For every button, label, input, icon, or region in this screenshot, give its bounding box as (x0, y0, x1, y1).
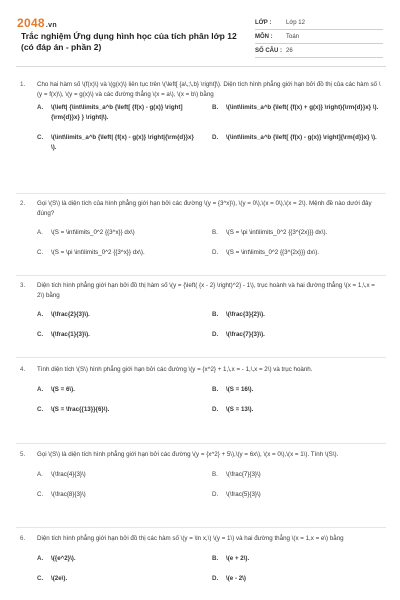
option-letter: B. (212, 385, 219, 393)
options (37, 103, 382, 161)
option-text: \(S = 6\). (51, 385, 75, 393)
question-divider (16, 275, 386, 276)
page-title: Trắc nghiệm Ứng dụng hình học của tích phân lớp 12 (có đáp án - phần 2) (21, 31, 237, 52)
meta-key: SỐ CÂU : (255, 47, 282, 54)
option-text: \(2e\). (51, 574, 68, 582)
option-a[interactable] (37, 385, 202, 395)
question-text: Diện tích hình phẳng giới hạn bởi đồ thị hàm số \(y = {\left( {x - 2} \right)^2} - 1\), trục hoành và hai đường thẳng \(x = 1,\,x = 2\) bằng (37, 282, 375, 299)
question-text: Tính diện tích \(S\) hình phẳng giới hạn bởi các đường \(y = {x^2} + 1,\,x = - 1,\,x = 2\) và trục hoành. (37, 366, 313, 373)
question-stem (20, 199, 382, 218)
option-text: \(S = \pi \int\limits_0^2 {{3^x}} dx\). (51, 249, 145, 257)
option-text: \(\frac{8}{3}\) (51, 490, 86, 498)
question-number: 5. (20, 451, 26, 458)
question-text: Diện tích hình phẳng giới hạn bởi đồ thị các hàm số \(y = \ln x,\) \(y = 1\) và hai đường thẳng \(x = 1,x = e\) bằng (37, 535, 344, 542)
question-divider (16, 193, 386, 194)
meta-value: Toán (286, 33, 300, 40)
question-divider (16, 357, 386, 358)
option-letter: C. (37, 331, 44, 339)
option-letter: B. (212, 554, 219, 562)
header-divider (16, 66, 386, 67)
question-number: 1. (20, 81, 26, 88)
option-a[interactable] (37, 554, 202, 564)
options (37, 304, 382, 346)
options (37, 464, 382, 506)
option-text: \(\frac{1}{3}\). (51, 331, 90, 339)
option-b[interactable] (212, 554, 382, 564)
option-text: \(\int\limits_a^b {\left| {f(x) - g(x)} \right|{\rm{d}}x} \). (51, 134, 194, 151)
option-text: \(S = \int\limits_0^2 {{3^x}} dx\) (51, 229, 135, 237)
question-number: 2. (20, 200, 26, 207)
option-text: \(e - 2\) (226, 574, 246, 582)
option-letter: A. (37, 311, 44, 319)
question-text: Gọi \(S\) là diện tích hình phẳng giới hạn bởi các đường \(y = {x^2} + 5\),\(y = 6x\), \(x = 0\),\(x = 1\). Tính \(S\). (37, 451, 339, 458)
option-text: \(\left| {\int\limits_a^b {\left[ {f(x) - g(x)} \right]{\rm{d}}x} } \right|\). (51, 104, 183, 121)
option-b[interactable] (212, 228, 382, 238)
meta-value: Lớp 12 (286, 19, 305, 26)
option-a[interactable] (37, 103, 197, 122)
option-a[interactable] (37, 470, 202, 480)
option-letter: C. (37, 249, 44, 257)
question-number: 3. (20, 282, 26, 289)
option-letter: C. (37, 490, 44, 498)
option-b[interactable] (212, 470, 382, 480)
option-letter: B. (212, 104, 219, 112)
option-d[interactable] (212, 133, 382, 143)
meta-row-subject (255, 30, 383, 44)
option-a[interactable] (37, 228, 202, 238)
options (37, 548, 382, 590)
option-text: \(\frac{4}{3}\) (51, 470, 86, 478)
question-number: 4. (20, 366, 26, 373)
option-text: \(\frac{3}{2}\). (226, 311, 265, 319)
option-text: \(S = \frac{{13}}{6}\). (51, 405, 110, 413)
option-d[interactable] (212, 248, 382, 258)
option-c[interactable] (37, 405, 202, 415)
question-2 (20, 199, 382, 264)
meta-key: LỚP : (255, 19, 272, 26)
option-text: \(e + 2\). (226, 554, 250, 562)
option-d[interactable] (212, 574, 382, 584)
option-d[interactable] (212, 490, 382, 500)
option-text: \(S = 16\). (226, 385, 254, 393)
option-b[interactable] (212, 103, 382, 113)
option-d[interactable] (212, 330, 382, 340)
option-letter: D. (212, 490, 219, 498)
option-text: \(S = \pi \int\limits_0^2 {{3^{2x}}} dx\). (226, 229, 328, 237)
option-text: \(\frac{7}{3}\) (226, 470, 261, 478)
question-stem (20, 281, 382, 300)
question-6 (20, 534, 382, 590)
question-stem (20, 80, 382, 99)
option-letter: C. (37, 405, 44, 413)
option-letter: D. (212, 249, 219, 257)
option-letter: B. (212, 311, 219, 319)
option-text: \(\int\limits_a^b {\left[ {f(x) - g(x)} \right]{\rm{d}}x} \). (226, 134, 377, 142)
question-number: 6. (20, 535, 26, 542)
option-letter: A. (37, 554, 44, 562)
option-c[interactable] (37, 330, 202, 340)
options (37, 222, 382, 264)
option-letter: D. (212, 331, 219, 339)
question-4 (20, 365, 382, 421)
site-logo[interactable] (17, 16, 57, 30)
option-text: \(\frac{5}{3}\) (226, 490, 261, 498)
logo-text: 2048 (17, 16, 45, 30)
option-text: \(S = \int\limits_0^2 {{3^{2x}}} dx\). (226, 249, 319, 257)
option-c[interactable] (37, 248, 202, 258)
option-c[interactable] (37, 133, 197, 152)
option-letter: D. (212, 574, 219, 582)
option-letter: A. (37, 104, 44, 112)
option-letter: A. (37, 385, 44, 393)
logo-suffix: .vn (45, 22, 57, 29)
option-b[interactable] (212, 310, 382, 320)
option-a[interactable] (37, 310, 202, 320)
options (37, 379, 382, 421)
option-letter: B. (212, 470, 218, 478)
question-stem (20, 450, 382, 460)
question-5 (20, 450, 382, 506)
option-c[interactable] (37, 574, 202, 584)
question-stem (20, 365, 382, 375)
option-letter: A. (37, 229, 43, 237)
option-text: \(\frac{2}{3}\). (51, 311, 90, 319)
meta-value: 26 (286, 47, 293, 54)
meta-key: MÔN : (255, 33, 273, 40)
option-letter: D. (212, 134, 219, 142)
option-letter: C. (37, 574, 44, 582)
option-letter: C. (37, 134, 44, 142)
meta-info-box (255, 16, 383, 58)
meta-row-count (255, 44, 383, 58)
option-letter: D. (212, 405, 219, 413)
option-c[interactable] (37, 490, 202, 500)
question-divider (16, 527, 386, 528)
option-b[interactable] (212, 385, 382, 395)
question-divider (16, 443, 386, 444)
question-3 (20, 281, 382, 346)
option-letter: B. (212, 229, 218, 237)
option-d[interactable] (212, 405, 382, 415)
option-text: \({e^2}\). (51, 554, 76, 562)
option-text: \(S = 13\). (226, 405, 254, 413)
question-1 (20, 80, 382, 161)
option-text: \(\frac{7}{3}\). (226, 331, 265, 339)
question-stem (20, 534, 382, 544)
question-text: Cho hai hàm số \(f(x)\) và \(g(x)\) liên tục trên \(\left[ {a\,;\,b} \right]\). Diện tích hình phẳng giới hạn bởi đồ thị của các hàm số \(y = f(x)\), \(y = g(x)\) và các đường thẳng \(x = a\), \(x = b\) bằng (37, 81, 381, 98)
question-text: Gọi \(S\) là diện tích của hình phẳng giới hạn bởi các đường \(y = {3^x}\), \(y = 0\),\(x = 0\),\(x = 2\). Mệnh đề nào dưới đây đúng? (37, 200, 372, 217)
option-text: \(\int\limits_a^b {\left( {f(x) + g(x)} \right){\rm{d}}x} \). (226, 104, 379, 112)
meta-row-grade (255, 16, 383, 30)
option-letter: A. (37, 470, 43, 478)
